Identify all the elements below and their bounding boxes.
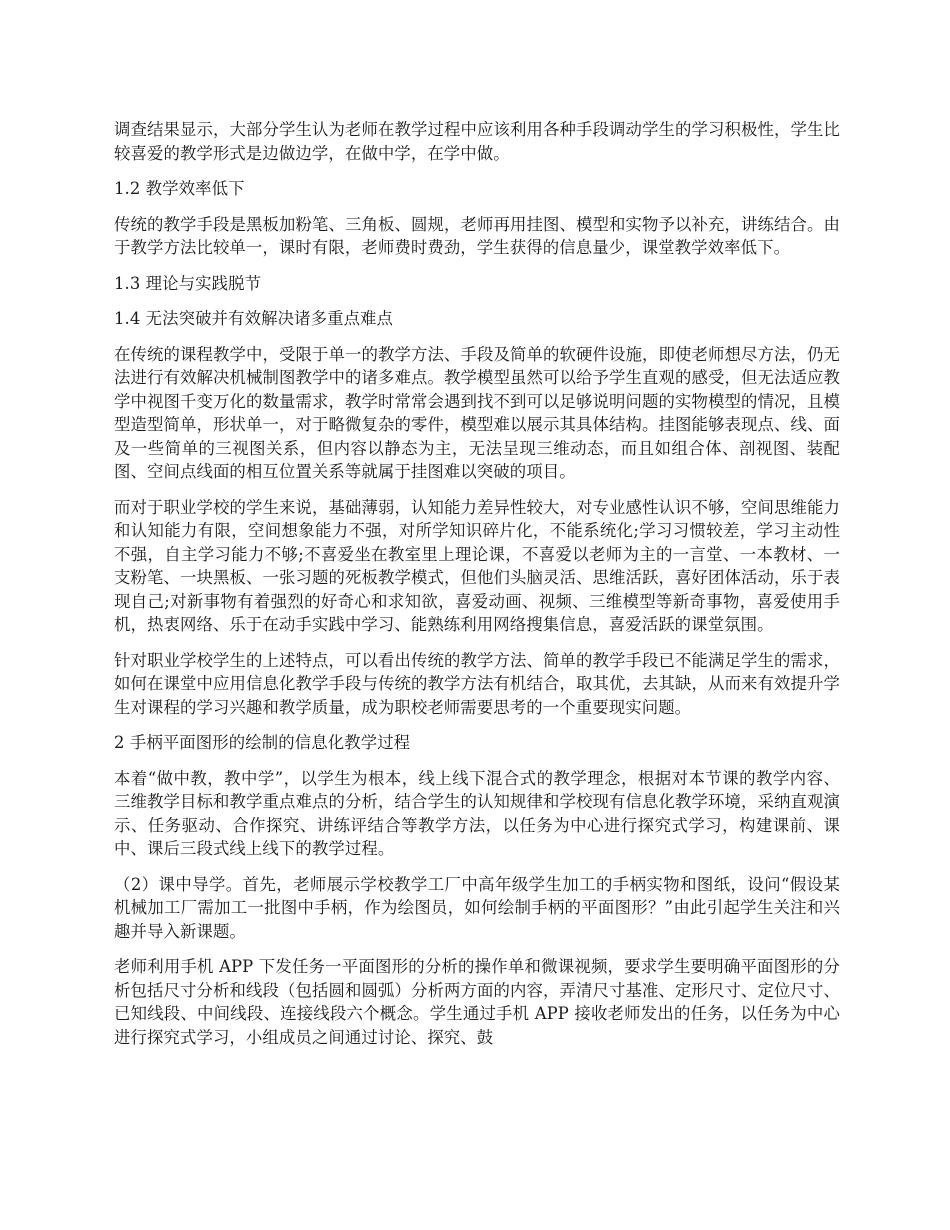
paragraph-traditional-course: 在传统的课程教学中，受限于单一的教学方法、手段及简单的软硬件设施，即使老师想尽方法，仍无法进行有效解决机械制图教学中的诸多难点。教学模型虽然可以给予学生直观的感受，但无法适应教学中视图千变万化的数量需求，教学时常常会遇到找不到可以足够说明问题的实物模型的情况，且模型造型简单，形状单一，对于略微复杂的零件，模型难以展示其具体结构。挂图能够表现点、线、面及一些简单的三视图关系，但内容以静态为主，无法呈现三维动态，而且如组合体、剖视图、装配图、空间点线面的相互位置关系等就属于挂图难以突破的项目。 bbox=[114, 344, 840, 481]
paragraph-vocational-students: 而对于职业学校的学生来说，基础薄弱，认知能力差异性较大，对专业感性认识不够，空间思维能力和认知能力有限，空间想象能力不强，对所学知识碎片化，不能系统化;学习习惯较差，学习主动性不强，自主学习能力不够;不喜爱坐在教室里上理论课，不喜爱以老师为主的一言堂、一本教材、一支粉笔、一块黑板、一张习题的死板教学模式，但他们头脑灵活、思维活跃，喜好团体活动，乐于表现自己;对新事物有着强烈的好奇心和求知欲，喜爱动画、视频、三维模型等新奇事物，喜爱使用手机，热衷网络、乐于在动手实践中学习、能熟练利用网络搜集信息，喜爱活跃的课堂氛围。 bbox=[114, 497, 840, 634]
heading-1-4: 1.4 无法突破并有效解决诸多重点难点 bbox=[114, 309, 394, 328]
heading-1-3: 1.3 理论与实践脱节 bbox=[114, 273, 262, 293]
paragraph-app-task: 老师利用手机 APP 下发任务一平面图形的分析的操作单和微课视频，要求学生要明确平面图形的分析包括尺寸分析和线段（包括圆和圆弧）分析两方面的内容，弄清尺寸基准、定形尺寸、定位尺寸、已知线段、中间线段、连接线段六个概念。学生通过手机 APP 接收老师发出的任务，以任务为中心进行探究式学习，小组成员之间通过讨论、探究、鼓 bbox=[114, 957, 840, 1047]
paragraph-survey-result: 调查结果显示，大部分学生认为老师在教学过程中应该利用各种手段调动学生的学习积极性，学生比较喜爱的教学形式是边做边学，在做中学，在学中做。 bbox=[114, 120, 840, 163]
heading-1-2: 1.2 教学效率低下 bbox=[114, 179, 245, 198]
paragraph-in-class-guide: （2）课中导学。首先，老师展示学校教学工厂中高年级学生加工的手柄实物和图纸，设问“假设某机械加工厂需加工一批图中手柄，作为绘图员，如何绘制手柄的平面图形？”由此引起学生关注和兴趣并导入新课题。 bbox=[114, 874, 840, 941]
paragraph-characteristics: 针对职业学校学生的上述特点，可以看出传统的教学方法、简单的教学手段已不能满足学生的需求，如何在课堂中应用信息化教学手段与传统的教学方法有机结合，取其优，去其缺，从而来有效提升学生对课程的学习兴趣和教学质量，成为职校老师需要思考的一个重要现实问题。 bbox=[114, 650, 840, 717]
paragraph-traditional-methods: 传统的教学手段是黑板加粉笔、三角板、圆规，老师再用挂图、模型和实物予以补充，讲练结合。由于教学方法比较单一，课时有限，老师费时费劲，学生获得的信息量少，课堂教学效率低下。 bbox=[114, 214, 840, 257]
paragraph-teaching-concept: 本着“做中教，教中学”，以学生为根本，线上线下混合式的教学理念，根据对本节课的教学内容、三维教学目标和教学重点难点的分析，结合学生的认知规律和学校现有信息化教学环境，采纳直观演示、任务驱动、合作探究、讲练评结合等教学方法，以任务为中心进行探究式学习，构建课前、课中、课后三段式线上线下的教学过程。 bbox=[114, 768, 840, 858]
heading-2: 2 手柄平面图形的绘制的信息化教学过程 bbox=[114, 733, 411, 752]
document-page bbox=[114, 118, 840, 1061]
